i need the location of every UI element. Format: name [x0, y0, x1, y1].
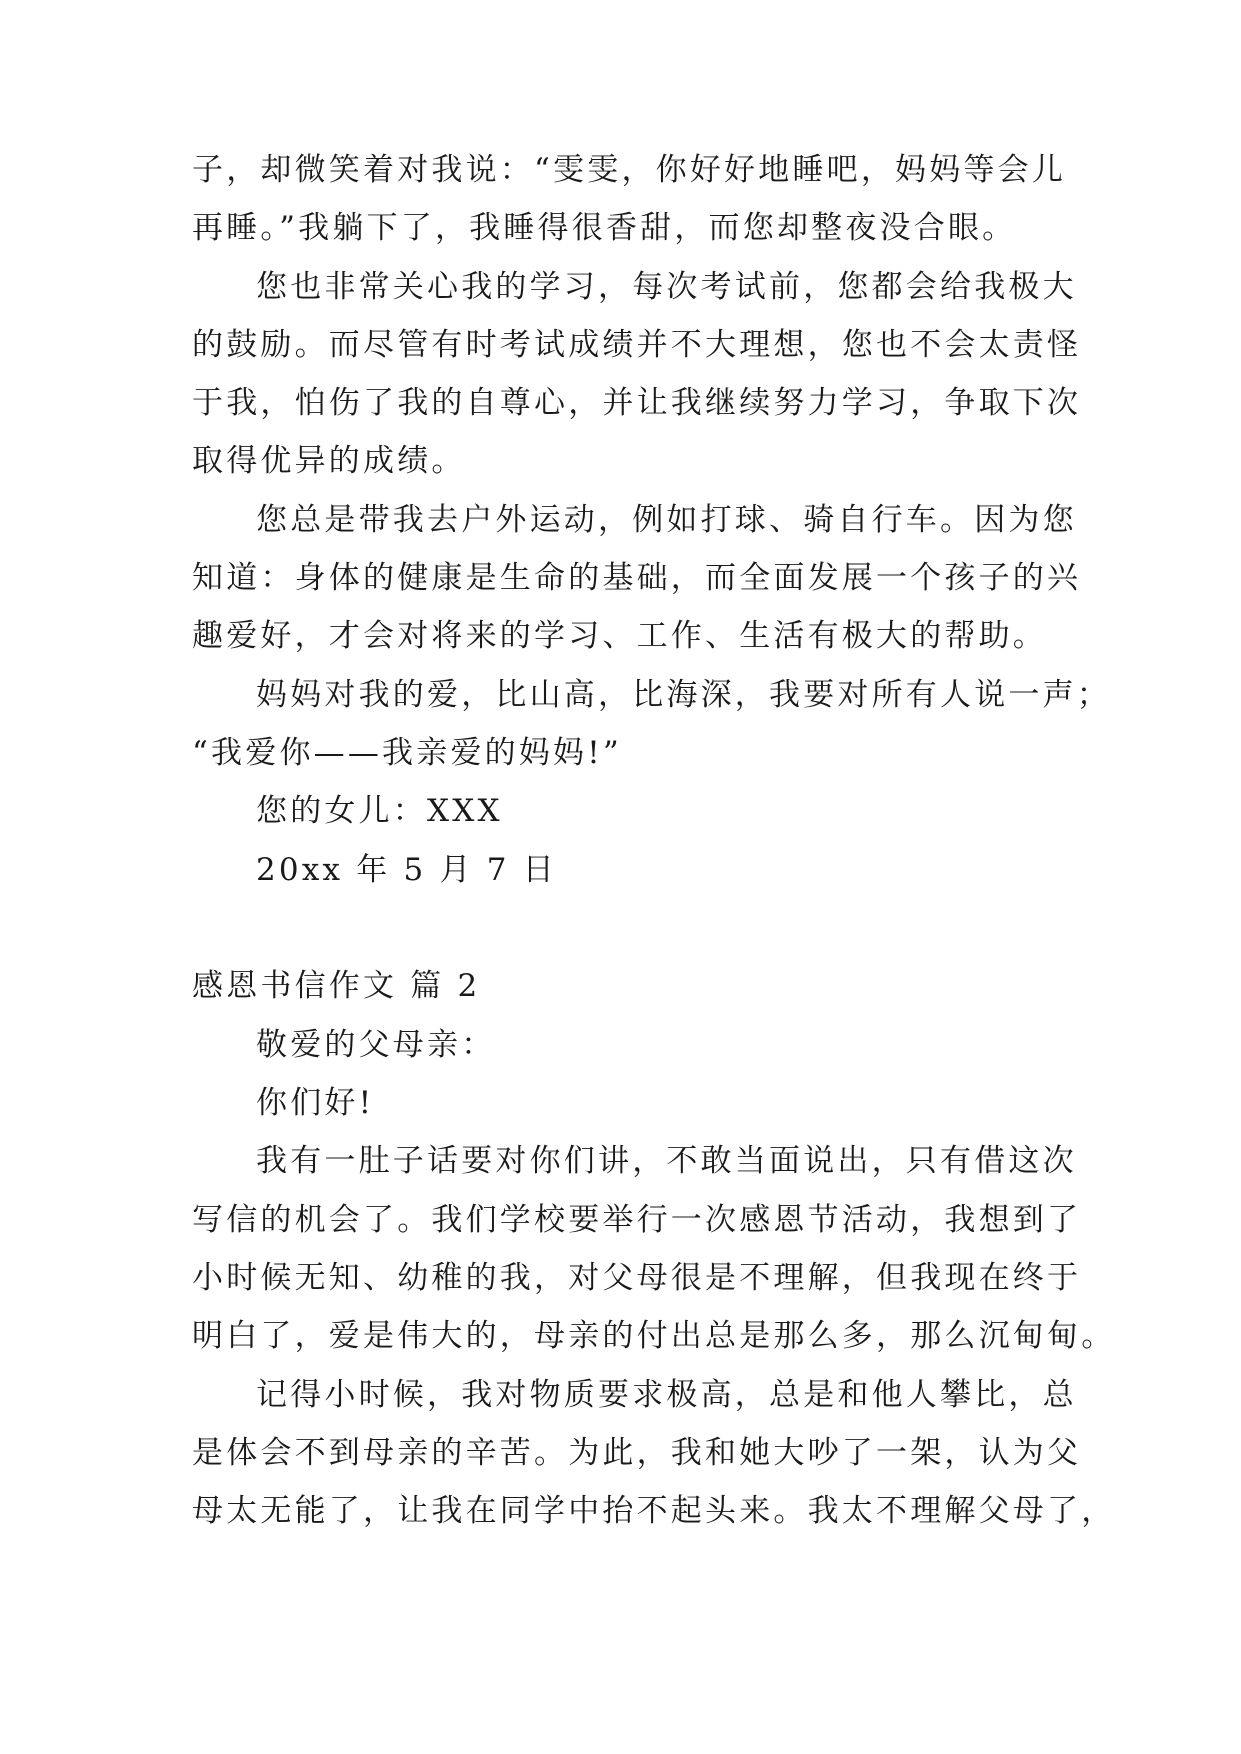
paragraph-line: 小时候无知、幼稚的我，对父母很是不理解，但我现在终于 [192, 1260, 1082, 1296]
paragraph-line: 我有一肚子话要对你们讲，不敢当面说出，只有借这次 [256, 1143, 1077, 1179]
signature: 您的女儿：XXX [256, 793, 503, 829]
section-heading: 感恩书信作文 篇 2 [192, 968, 481, 1004]
paragraph-line: 母太无能了，让我在同学中抬不起头来。我太不理解父母了， [192, 1493, 1116, 1529]
paragraph-line: “我爱你——我亲爱的妈妈!” [192, 735, 622, 771]
salutation: 敬爱的父母亲： [256, 1027, 496, 1063]
paragraph-line: 子，却微笑着对我说：“雯雯，你好好地睡吧，妈妈等会儿 [192, 152, 1067, 188]
paragraph-line: 再睡。”我躺下了，我睡得很香甜，而您却整夜没合眼。 [192, 210, 1017, 246]
letter-date: 20xx 年 5 月 7 日 [256, 852, 557, 888]
paragraph-line: 趣爱好，才会对将来的学习、工作、生活有极大的帮助。 [192, 618, 1047, 654]
paragraph-line: 您总是带我去户外运动，例如打球、骑自行车。因为您 [256, 502, 1077, 538]
paragraph-line: 您也非常关心我的学习，每次考试前，您都会给我极大 [256, 269, 1077, 305]
paragraph-line: 是体会不到母亲的辛苦。为此，我和她大吵了一架，认为父 [192, 1435, 1082, 1471]
paragraph-line: 知道：身体的健康是生命的基础，而全面发展一个孩子的兴 [192, 560, 1082, 596]
paragraph-line: 写信的机会了。我们学校要举行一次感恩节活动，我想到了 [192, 1202, 1082, 1238]
paragraph-line: 的鼓励。而尽管有时考试成绩并不大理想，您也不会太责怪 [192, 327, 1082, 363]
paragraph-line: 妈妈对我的爱，比山高，比海深，我要对所有人说一声； [256, 677, 1111, 713]
greeting: 你们好! [256, 1085, 375, 1121]
paragraph-line: 记得小时候，我对物质要求极高，总是和他人攀比，总 [256, 1377, 1077, 1413]
paragraph-line: 于我，怕伤了我的自尊心，并让我继续努力学习，争取下次 [192, 385, 1082, 421]
paragraph-line: 明白了，爱是伟大的，母亲的付出总是那么多，那么沉甸甸。 [192, 1318, 1116, 1354]
paragraph-line: 取得优异的成绩。 [192, 443, 466, 479]
